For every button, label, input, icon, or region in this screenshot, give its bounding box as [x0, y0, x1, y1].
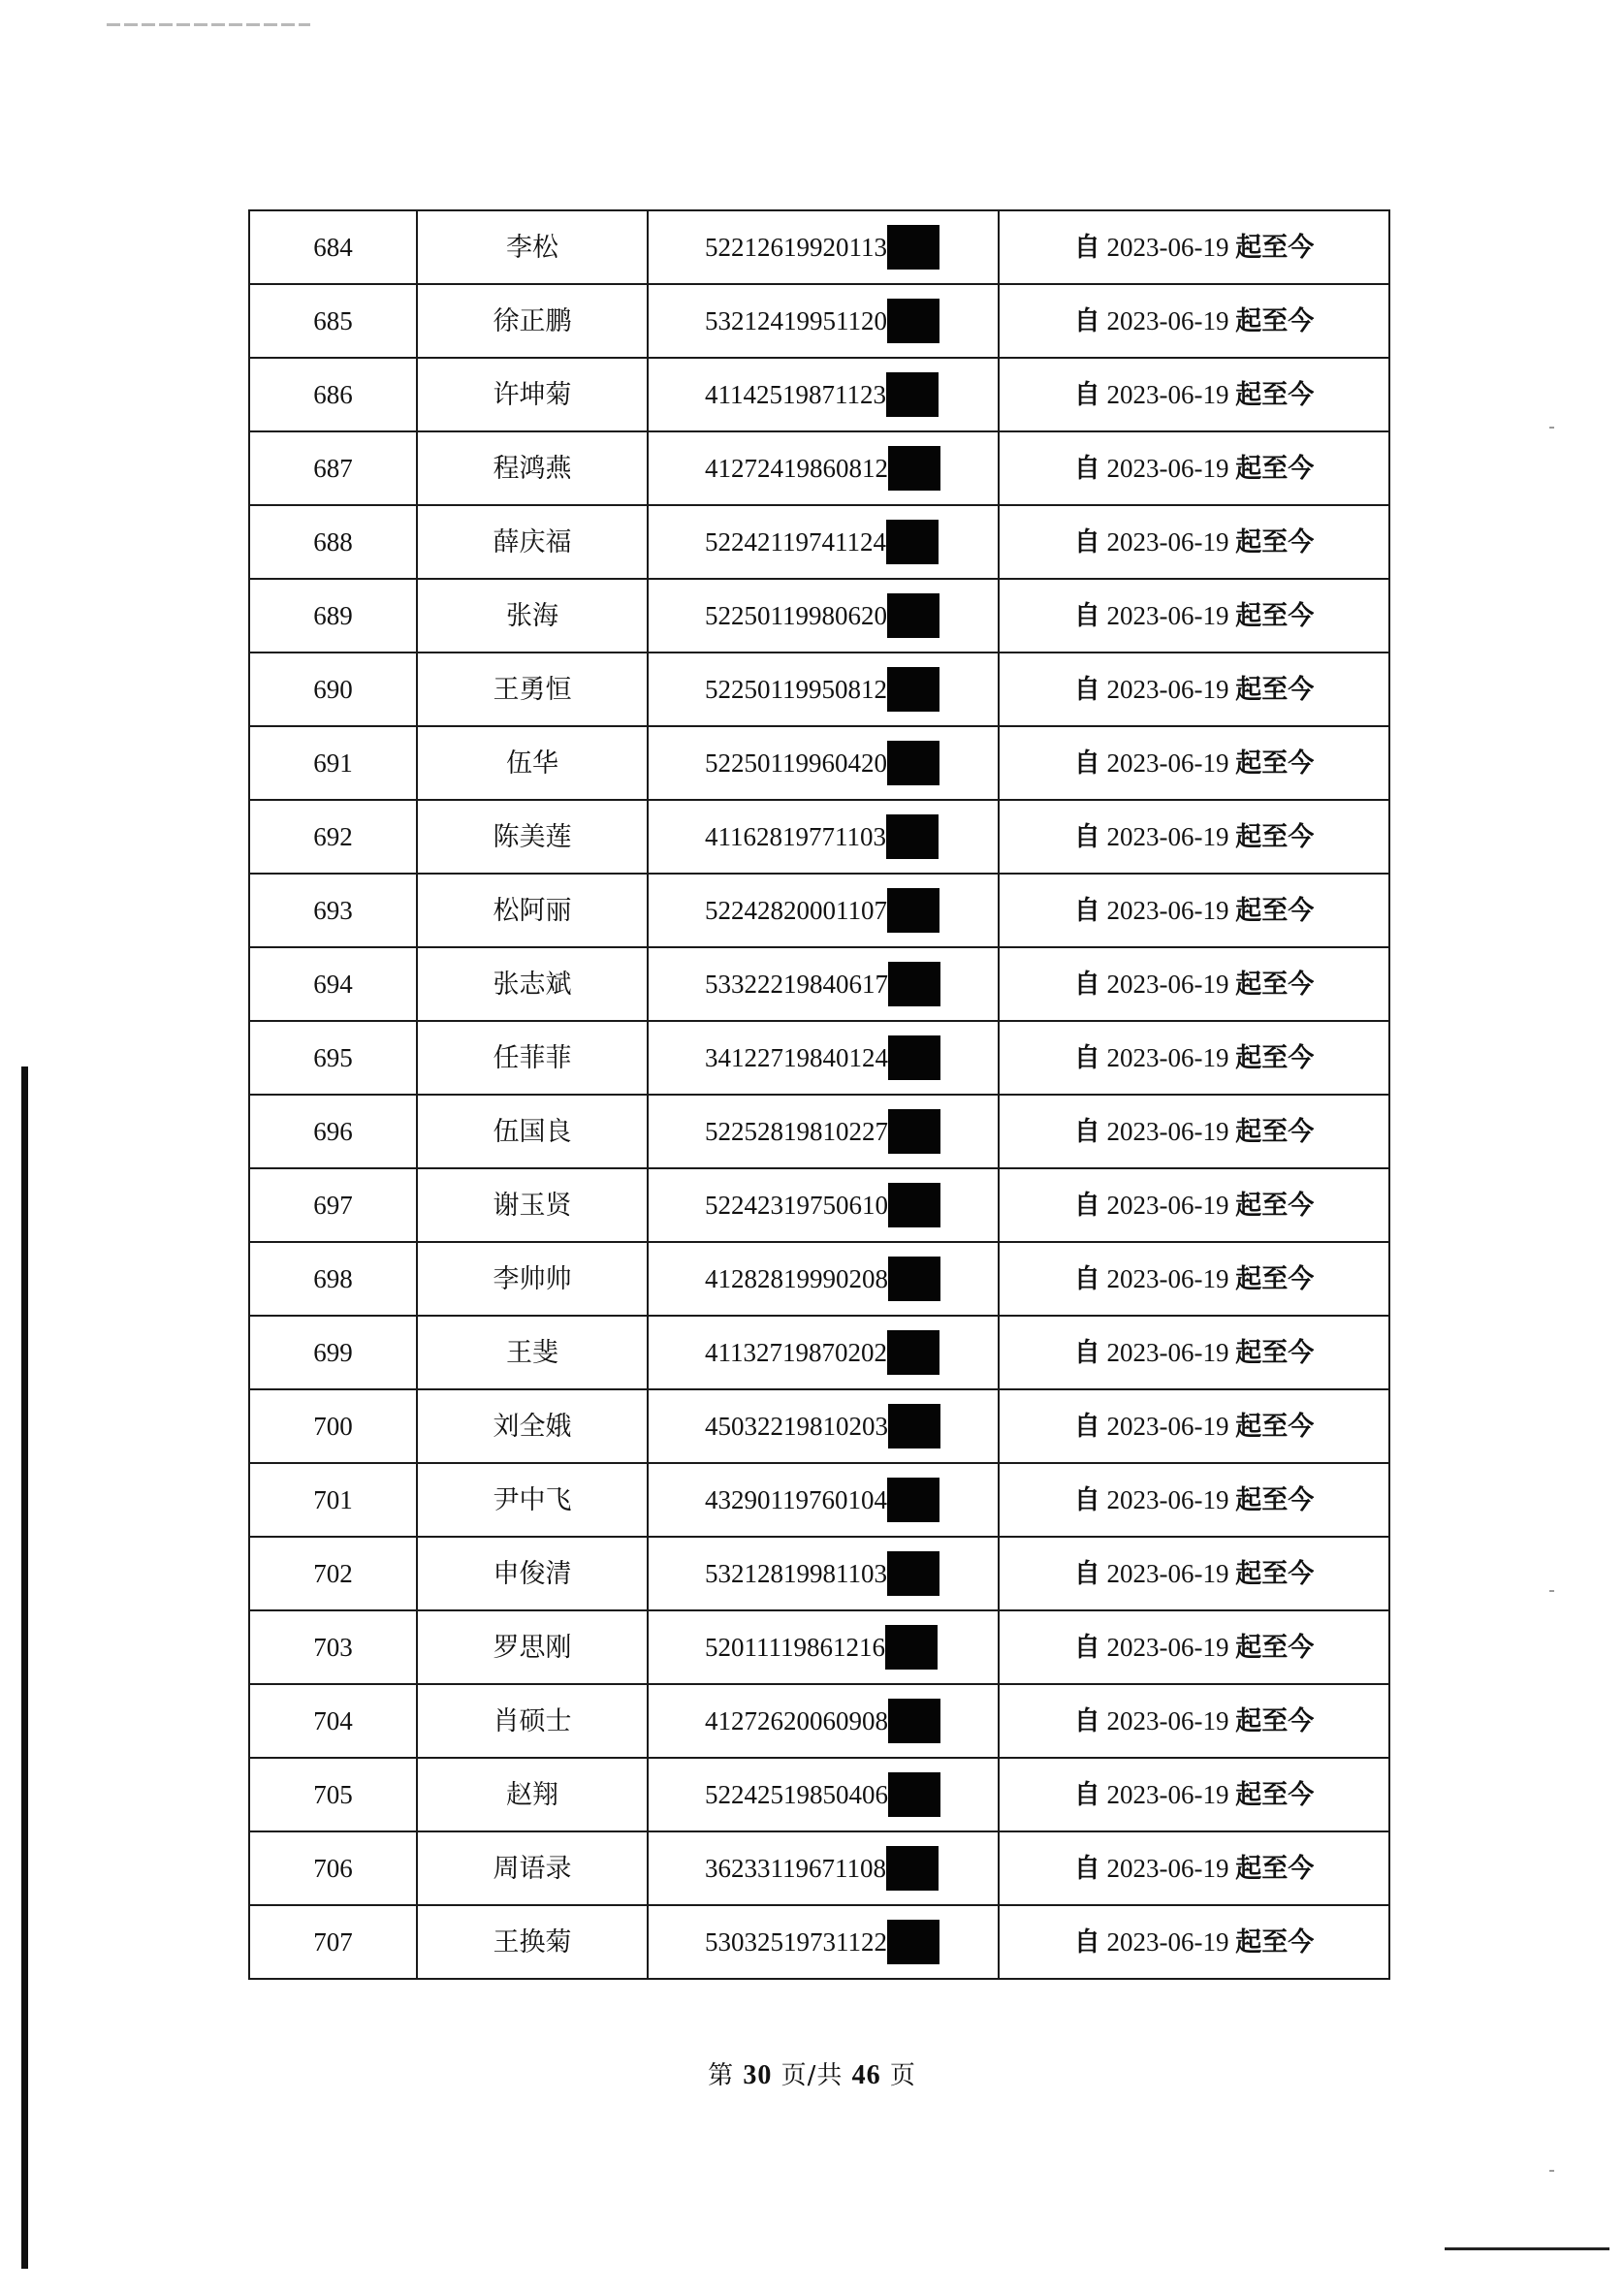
id-number-cell [648, 210, 999, 284]
id-number-cell [648, 1021, 999, 1095]
person-name: 李帅帅 [417, 1242, 648, 1316]
period-from: 自 [1073, 1337, 1100, 1368]
roster-table [248, 209, 1390, 1980]
redaction-block [886, 372, 939, 417]
id-number-cell [648, 358, 999, 431]
row-number: 695 [249, 1021, 417, 1095]
scan-artifact-bottom [1445, 2247, 1609, 2250]
person-name: 徐正鹏 [417, 284, 648, 358]
id-number-cell [648, 1389, 999, 1463]
period-cell [999, 1316, 1389, 1389]
person-name: 伍国良 [417, 1095, 648, 1168]
period-cell [999, 1684, 1389, 1758]
page-footer [0, 2055, 1624, 2091]
redaction-block [887, 888, 939, 933]
table-row [249, 1758, 1389, 1831]
row-number: 699 [249, 1316, 417, 1389]
id-number-wrap [705, 1183, 940, 1227]
table-row [249, 358, 1389, 431]
period-cell [999, 210, 1389, 284]
period-date: 2023-06-19 [1106, 526, 1229, 557]
redaction-block [887, 299, 939, 343]
id-number-cell [648, 1831, 999, 1905]
scan-speck [1549, 427, 1554, 429]
row-number: 704 [249, 1684, 417, 1758]
id-number-visible: 41282819990208 [705, 1263, 888, 1293]
period-date: 2023-06-19 [1106, 305, 1229, 335]
id-number-wrap [705, 1625, 938, 1670]
period-cell [999, 1905, 1389, 1979]
period-cell [999, 1610, 1389, 1684]
person-name: 王换菊 [417, 1905, 648, 1979]
person-name: 张志斌 [417, 947, 648, 1021]
period-from: 自 [1073, 1484, 1100, 1515]
id-number-wrap [705, 1478, 939, 1522]
person-name: 李松 [417, 210, 648, 284]
id-number-wrap [705, 225, 939, 270]
id-number-visible: 52250119950812 [705, 674, 887, 704]
period-from: 自 [1073, 1632, 1100, 1663]
period-to: 起至今 [1235, 453, 1315, 484]
id-number-wrap [705, 741, 939, 785]
period-date: 2023-06-19 [1106, 1042, 1229, 1072]
period-cell [999, 431, 1389, 505]
row-number: 690 [249, 653, 417, 726]
period-date: 2023-06-19 [1106, 1632, 1229, 1662]
row-number: 706 [249, 1831, 417, 1905]
id-number-wrap [705, 299, 939, 343]
table-row [249, 1316, 1389, 1389]
redaction-block [887, 1551, 939, 1596]
table-row [249, 800, 1389, 874]
period-date: 2023-06-19 [1106, 1558, 1229, 1588]
person-name: 薛庆福 [417, 505, 648, 579]
table-row [249, 505, 1389, 579]
redaction-block [886, 1846, 939, 1891]
roster-table-body [249, 210, 1389, 1979]
table-row [249, 284, 1389, 358]
redaction-block [888, 1035, 940, 1080]
period-date: 2023-06-19 [1106, 453, 1229, 483]
period-to: 起至今 [1235, 526, 1315, 557]
id-number-wrap [705, 520, 939, 564]
period-cell [999, 1831, 1389, 1905]
id-number-wrap [705, 1330, 939, 1375]
id-number-visible: 52250119960420 [705, 748, 887, 778]
id-number-cell [648, 947, 999, 1021]
period-date: 2023-06-19 [1106, 1190, 1229, 1220]
id-number-visible: 52242519850406 [705, 1779, 888, 1809]
table-row [249, 1831, 1389, 1905]
period-to: 起至今 [1235, 1779, 1315, 1810]
table-row [249, 874, 1389, 947]
id-number-visible: 52242119741124 [705, 526, 886, 557]
id-number-cell [648, 284, 999, 358]
period-date: 2023-06-19 [1106, 969, 1229, 999]
id-number-visible: 41272419860812 [705, 453, 888, 483]
row-number: 684 [249, 210, 417, 284]
period-to: 起至今 [1235, 1190, 1315, 1221]
id-number-wrap [705, 1920, 939, 1964]
period-cell [999, 284, 1389, 358]
person-name: 尹中飞 [417, 1463, 648, 1537]
period-from: 自 [1073, 674, 1100, 705]
table-row [249, 579, 1389, 653]
period-date: 2023-06-19 [1106, 1779, 1229, 1809]
footer-total-pages: 46 [851, 2060, 881, 2090]
period-from: 自 [1073, 232, 1100, 263]
period-from: 自 [1073, 1779, 1100, 1810]
row-number: 698 [249, 1242, 417, 1316]
id-number-visible: 43290119760104 [705, 1484, 887, 1514]
id-number-cell [648, 1316, 999, 1389]
person-name: 张海 [417, 579, 648, 653]
table-row [249, 1684, 1389, 1758]
id-number-visible: 36233119671108 [705, 1853, 886, 1883]
table-row [249, 1242, 1389, 1316]
id-number-wrap [705, 593, 939, 638]
period-to: 起至今 [1235, 1484, 1315, 1515]
id-number-visible: 45032219810203 [705, 1411, 888, 1441]
id-number-visible: 53322219840617 [705, 969, 888, 999]
scan-artifact-top [107, 23, 310, 26]
redaction-block [888, 1109, 940, 1154]
person-name: 王勇恒 [417, 653, 648, 726]
row-number: 693 [249, 874, 417, 947]
scan-speck [1549, 2170, 1554, 2172]
redaction-block [886, 520, 939, 564]
period-to: 起至今 [1235, 232, 1315, 263]
period-date: 2023-06-19 [1106, 1853, 1229, 1883]
period-from: 自 [1073, 600, 1100, 631]
redaction-block [887, 593, 939, 638]
id-number-cell [648, 505, 999, 579]
period-to: 起至今 [1235, 1632, 1315, 1663]
period-to: 起至今 [1235, 1116, 1315, 1147]
period-cell [999, 358, 1389, 431]
person-name: 王斐 [417, 1316, 648, 1389]
id-number-cell [648, 1095, 999, 1168]
period-cell [999, 726, 1389, 800]
id-number-visible: 53032519731122 [705, 1926, 887, 1957]
redaction-block [888, 446, 940, 491]
id-number-visible: 52011119861216 [705, 1632, 885, 1662]
id-number-cell [648, 1242, 999, 1316]
person-name: 程鸿燕 [417, 431, 648, 505]
period-cell [999, 1095, 1389, 1168]
period-from: 自 [1073, 1926, 1100, 1958]
id-number-visible: 41272620060908 [705, 1705, 888, 1735]
period-to: 起至今 [1235, 1042, 1315, 1073]
id-number-wrap [705, 1035, 940, 1080]
table-row [249, 431, 1389, 505]
row-number: 686 [249, 358, 417, 431]
id-number-cell [648, 431, 999, 505]
period-cell [999, 1463, 1389, 1537]
id-number-wrap [705, 1699, 940, 1743]
period-to: 起至今 [1235, 1926, 1315, 1958]
id-number-wrap [705, 446, 940, 491]
row-number: 691 [249, 726, 417, 800]
period-from: 自 [1073, 1042, 1100, 1073]
id-number-wrap [705, 1846, 939, 1891]
period-cell [999, 1168, 1389, 1242]
table-row [249, 1168, 1389, 1242]
period-to: 起至今 [1235, 600, 1315, 631]
row-number: 688 [249, 505, 417, 579]
period-date: 2023-06-19 [1106, 895, 1229, 925]
id-number-wrap [705, 888, 939, 933]
row-number: 707 [249, 1905, 417, 1979]
period-cell [999, 505, 1389, 579]
id-number-cell [648, 874, 999, 947]
redaction-block [888, 1404, 940, 1448]
id-number-cell [648, 726, 999, 800]
row-number: 685 [249, 284, 417, 358]
period-date: 2023-06-19 [1106, 600, 1229, 630]
redaction-block [888, 962, 940, 1006]
person-name: 肖硕士 [417, 1684, 648, 1758]
id-number-cell [648, 1758, 999, 1831]
id-number-wrap [705, 1551, 939, 1596]
period-from: 自 [1073, 526, 1100, 557]
redaction-block [888, 1699, 940, 1743]
period-to: 起至今 [1235, 674, 1315, 705]
period-date: 2023-06-19 [1106, 674, 1229, 704]
period-cell [999, 1021, 1389, 1095]
id-number-wrap [705, 1772, 940, 1817]
id-number-visible: 52250119980620 [705, 600, 887, 630]
period-from: 自 [1073, 1558, 1100, 1589]
period-cell [999, 874, 1389, 947]
period-cell [999, 1758, 1389, 1831]
person-name: 罗思刚 [417, 1610, 648, 1684]
period-date: 2023-06-19 [1106, 1411, 1229, 1441]
period-cell [999, 800, 1389, 874]
id-number-wrap [705, 372, 939, 417]
row-number: 687 [249, 431, 417, 505]
table-row [249, 210, 1389, 284]
person-name: 申俊清 [417, 1537, 648, 1610]
person-name: 许坤菊 [417, 358, 648, 431]
period-from: 自 [1073, 821, 1100, 852]
period-from: 自 [1073, 453, 1100, 484]
row-number: 705 [249, 1758, 417, 1831]
redaction-block [887, 1330, 939, 1375]
footer-middle: 页/共 [780, 2061, 844, 2090]
period-cell [999, 653, 1389, 726]
period-date: 2023-06-19 [1106, 1484, 1229, 1514]
footer-current-page: 30 [743, 2060, 773, 2090]
period-from: 自 [1073, 1116, 1100, 1147]
period-date: 2023-06-19 [1106, 1337, 1229, 1367]
period-from: 自 [1073, 379, 1100, 410]
id-number-visible: 34122719840124 [705, 1042, 888, 1072]
period-cell [999, 1389, 1389, 1463]
id-number-cell [648, 1905, 999, 1979]
id-number-wrap [705, 962, 940, 1006]
table-row [249, 1463, 1389, 1537]
id-number-visible: 52242820001107 [705, 895, 887, 925]
id-number-wrap [705, 814, 939, 859]
row-number: 689 [249, 579, 417, 653]
redaction-block [888, 1183, 940, 1227]
footer-prefix: 第 [708, 2061, 735, 2090]
redaction-block [887, 1478, 939, 1522]
id-number-wrap [705, 667, 939, 712]
period-from: 自 [1073, 748, 1100, 779]
id-number-cell [648, 1537, 999, 1610]
period-to: 起至今 [1235, 821, 1315, 852]
person-name: 赵翔 [417, 1758, 648, 1831]
id-number-visible: 53212819981103 [705, 1558, 887, 1588]
id-number-cell [648, 653, 999, 726]
period-to: 起至今 [1235, 1558, 1315, 1589]
period-from: 自 [1073, 1263, 1100, 1294]
person-name: 松阿丽 [417, 874, 648, 947]
id-number-cell [648, 1168, 999, 1242]
table-row [249, 947, 1389, 1021]
period-to: 起至今 [1235, 379, 1315, 410]
person-name: 任菲菲 [417, 1021, 648, 1095]
row-number: 697 [249, 1168, 417, 1242]
scan-speck [1549, 1590, 1554, 1592]
row-number: 701 [249, 1463, 417, 1537]
person-name: 伍华 [417, 726, 648, 800]
id-number-visible: 52212619920113 [705, 232, 887, 262]
id-number-wrap [705, 1109, 940, 1154]
table-row [249, 1389, 1389, 1463]
period-cell [999, 947, 1389, 1021]
id-number-cell [648, 1463, 999, 1537]
id-number-cell [648, 1610, 999, 1684]
row-number: 694 [249, 947, 417, 1021]
period-to: 起至今 [1235, 305, 1315, 336]
period-from: 自 [1073, 1853, 1100, 1884]
row-number: 703 [249, 1610, 417, 1684]
period-date: 2023-06-19 [1106, 1705, 1229, 1735]
redaction-block [887, 741, 939, 785]
period-from: 自 [1073, 969, 1100, 1000]
period-to: 起至今 [1235, 1263, 1315, 1294]
id-number-visible: 41142519871123 [705, 379, 886, 409]
id-number-cell [648, 1684, 999, 1758]
id-number-wrap [705, 1257, 940, 1301]
table-row [249, 1021, 1389, 1095]
table-row [249, 726, 1389, 800]
person-name: 陈美莲 [417, 800, 648, 874]
period-date: 2023-06-19 [1106, 1116, 1229, 1146]
person-name: 刘全娥 [417, 1389, 648, 1463]
row-number: 700 [249, 1389, 417, 1463]
redaction-block [888, 1257, 940, 1301]
period-date: 2023-06-19 [1106, 748, 1229, 778]
period-from: 自 [1073, 895, 1100, 926]
id-number-cell [648, 579, 999, 653]
table-row [249, 1610, 1389, 1684]
period-from: 自 [1073, 305, 1100, 336]
period-to: 起至今 [1235, 969, 1315, 1000]
row-number: 692 [249, 800, 417, 874]
period-to: 起至今 [1235, 748, 1315, 779]
table-row [249, 1905, 1389, 1979]
id-number-visible: 52252819810227 [705, 1116, 888, 1146]
id-number-cell [648, 800, 999, 874]
table-row [249, 1095, 1389, 1168]
row-number: 702 [249, 1537, 417, 1610]
period-to: 起至今 [1235, 1853, 1315, 1884]
period-cell [999, 1242, 1389, 1316]
redaction-block [886, 814, 939, 859]
period-date: 2023-06-19 [1106, 1263, 1229, 1293]
redaction-block [887, 667, 939, 712]
redaction-block [888, 1772, 940, 1817]
period-to: 起至今 [1235, 1337, 1315, 1368]
period-from: 自 [1073, 1705, 1100, 1736]
period-date: 2023-06-19 [1106, 379, 1229, 409]
period-to: 起至今 [1235, 1705, 1315, 1736]
table-row [249, 1537, 1389, 1610]
row-number: 696 [249, 1095, 417, 1168]
redaction-block [887, 1920, 939, 1964]
period-cell [999, 579, 1389, 653]
period-date: 2023-06-19 [1106, 232, 1229, 262]
period-cell [999, 1537, 1389, 1610]
person-name: 谢玉贤 [417, 1168, 648, 1242]
period-from: 自 [1073, 1190, 1100, 1221]
id-number-visible: 41132719870202 [705, 1337, 887, 1367]
redaction-block [885, 1625, 938, 1670]
period-from: 自 [1073, 1411, 1100, 1442]
id-number-visible: 41162819771103 [705, 821, 886, 851]
period-date: 2023-06-19 [1106, 821, 1229, 851]
table-row [249, 653, 1389, 726]
id-number-visible: 53212419951120 [705, 305, 887, 335]
period-date: 2023-06-19 [1106, 1926, 1229, 1957]
footer-suffix: 页 [889, 2061, 916, 2090]
person-name: 周语录 [417, 1831, 648, 1905]
period-to: 起至今 [1235, 895, 1315, 926]
id-number-visible: 52242319750610 [705, 1190, 888, 1220]
id-number-wrap [705, 1404, 940, 1448]
period-to: 起至今 [1235, 1411, 1315, 1442]
redaction-block [887, 225, 939, 270]
